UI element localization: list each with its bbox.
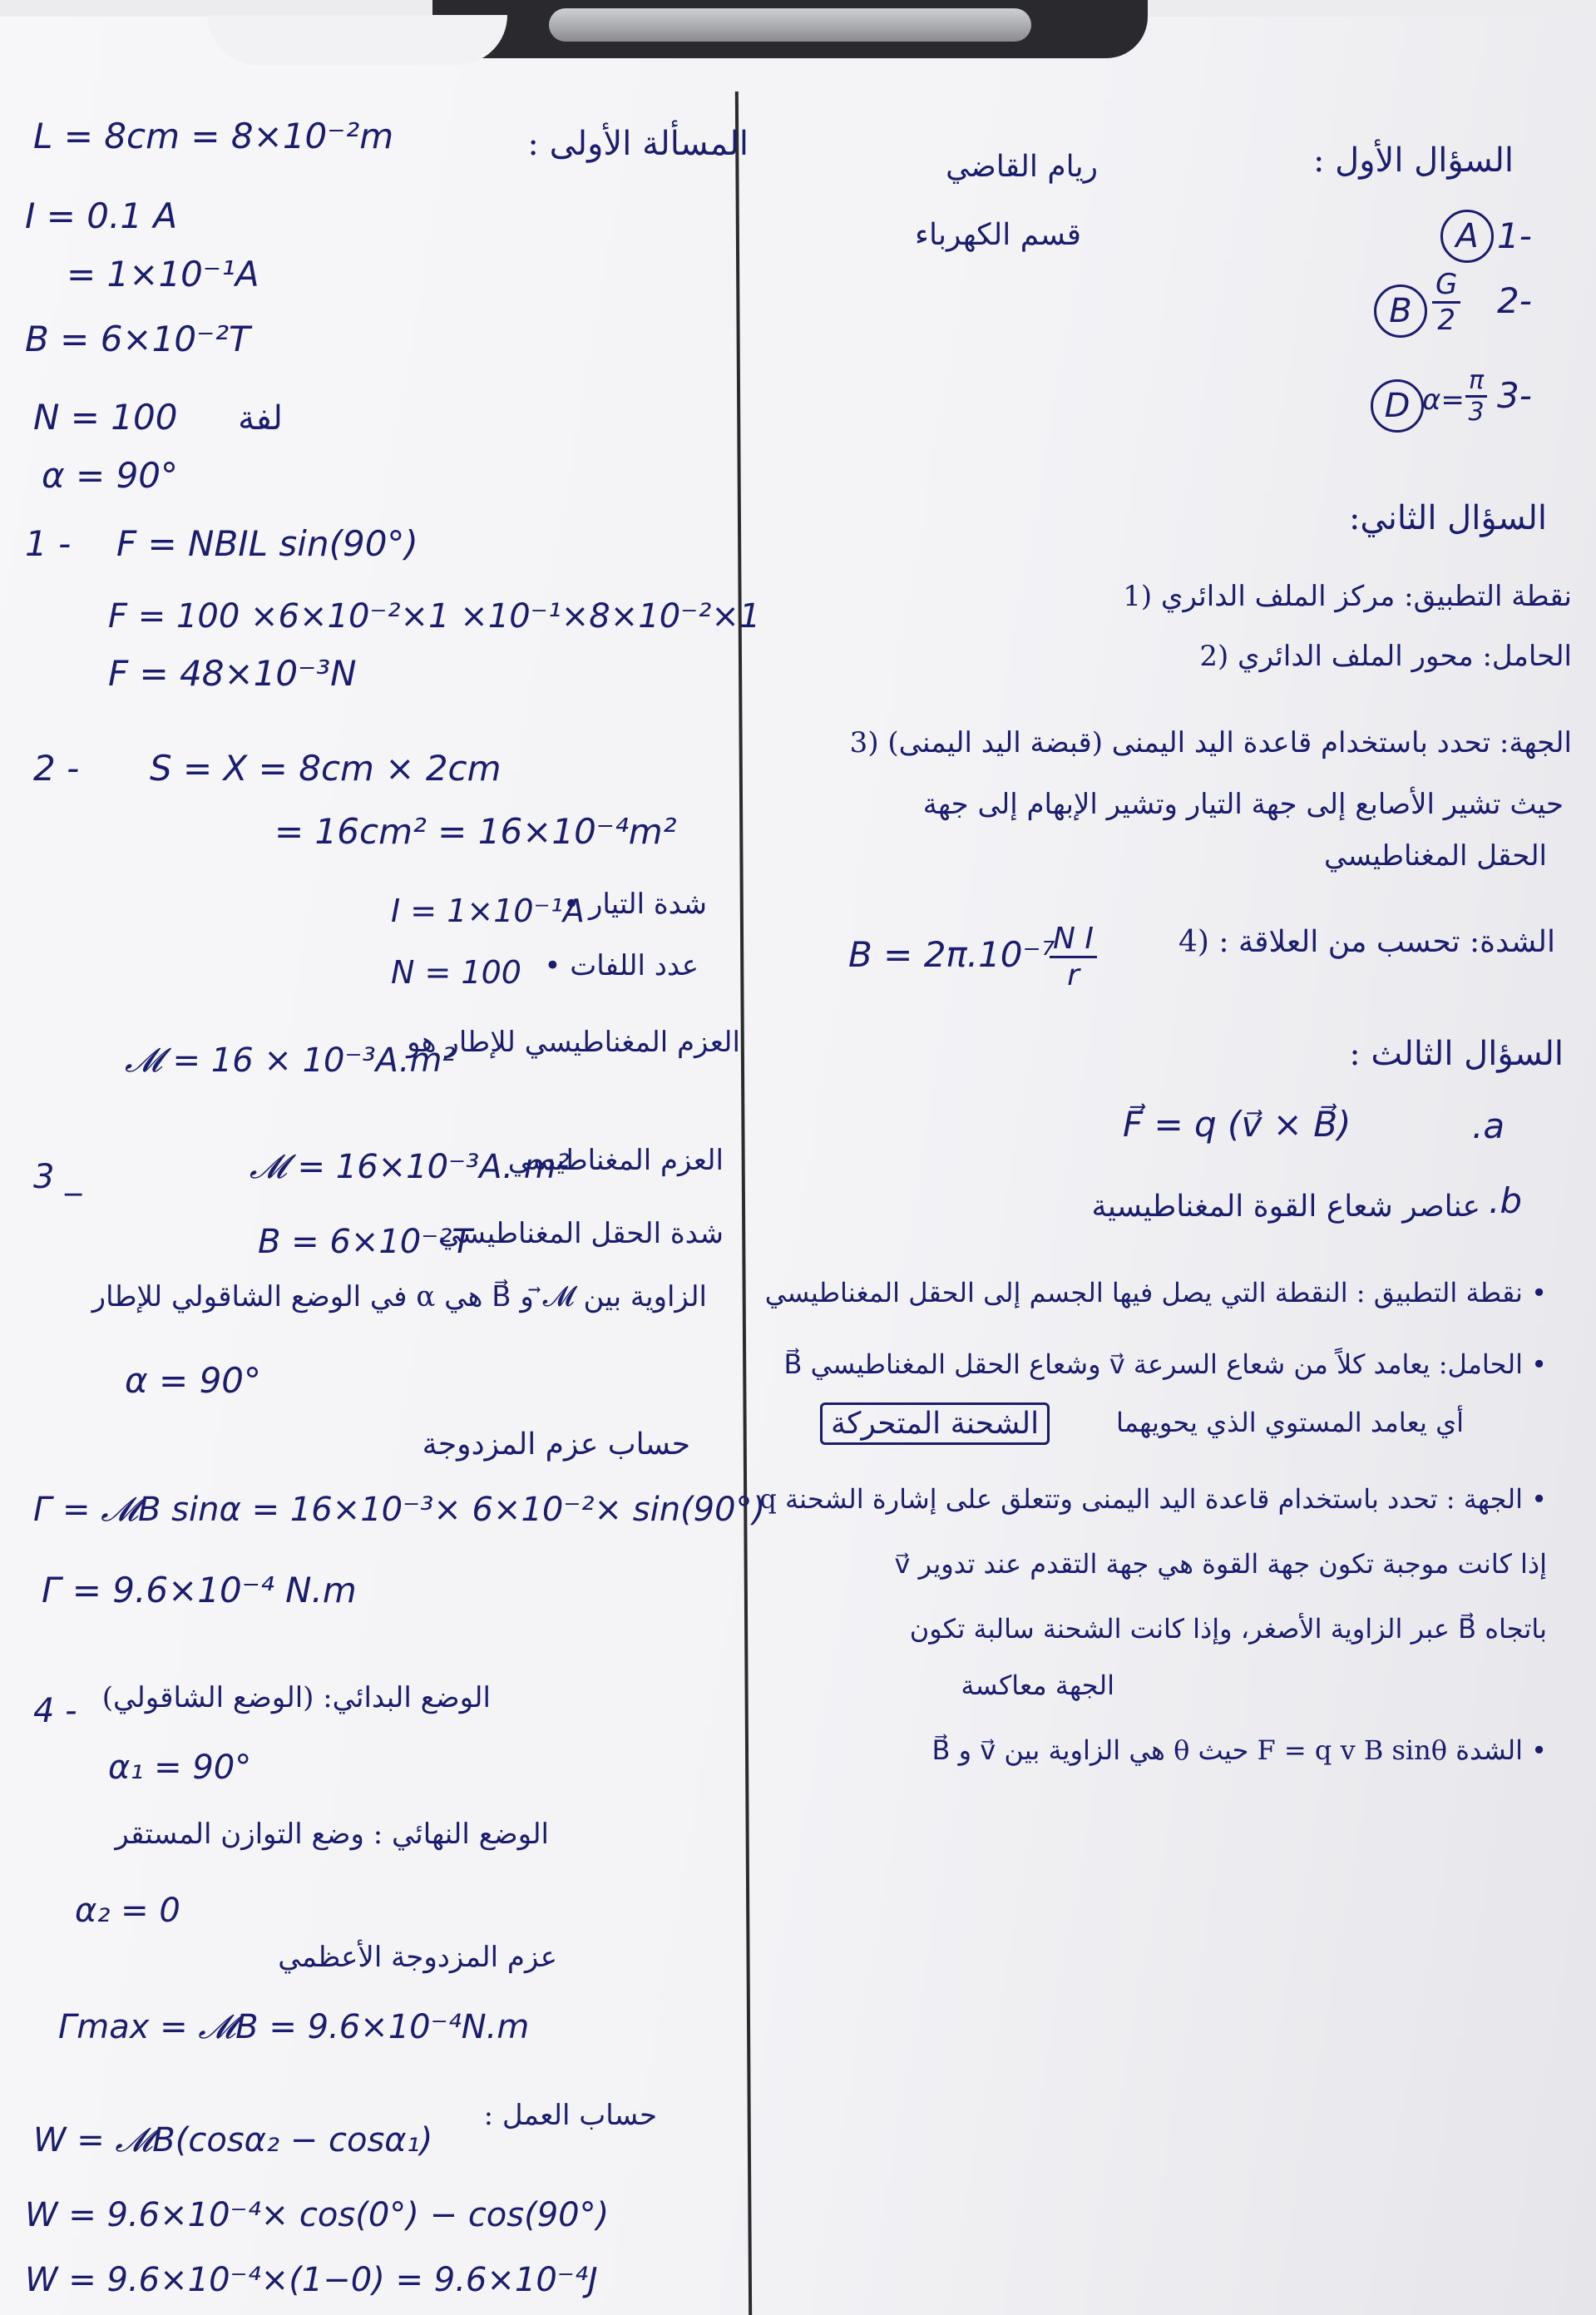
q1-answer-2-circle: B	[1374, 284, 1427, 338]
q3-b-text: عناصر شعاع القوة المغناطيسية	[1091, 1190, 1480, 1224]
part-2-label: 2 -	[33, 748, 80, 789]
q3-line-8: • الشدة F = q v B sinθ حيث θ هي الزاوية بين v⃗ و B⃗	[931, 1734, 1547, 1766]
part-2-line-2: = 16cm² = 16×10⁻⁴m²	[274, 811, 677, 852]
clipboard-clip	[432, 0, 1148, 58]
q1-item-2-number: 2-	[1497, 280, 1532, 321]
part-1-line-3: F = 48×10⁻³N	[108, 653, 357, 694]
fraction-denominator: 2	[1437, 304, 1455, 337]
department-name: قسم الكهرباء	[915, 218, 1081, 252]
part-1-label: 1 -	[25, 523, 72, 564]
given-field: B = 6×10⁻²T	[25, 319, 250, 359]
part-3-label: 3 _	[33, 1158, 82, 1196]
part-3-torque-result: Γ = 9.6×10⁻⁴ N.m	[42, 1570, 357, 1610]
part-3-torque-equation: Γ = 𝓜B sinα = 16×10⁻³× 6×10⁻²× sin(90°)	[33, 1491, 766, 1529]
q1-answer-3-circle: D	[1371, 379, 1424, 433]
q1-answer-1-circle: A	[1440, 210, 1494, 263]
part-4-work-line-3: W = 9.6×10⁻⁴×(1−0) = 9.6×10⁻⁴J	[25, 2261, 598, 2299]
q3-line-2: • الحامل: يعامد كلاً من شعاع السرعة v⃗ وشعاع الحقل المغناطيسي B⃗	[783, 1348, 1547, 1380]
part-3-moment-value: 𝓜 = 16×10⁻³A. m²	[250, 1148, 570, 1186]
part-4-work-line-1: W = 𝓜B(cosα₂ − cosα₁)	[33, 2121, 433, 2159]
part-3-field-label: شدة الحقل المغناطيسي	[438, 1217, 724, 1250]
part-4-max-torque-equation: Γmax = 𝓜B = 9.6×10⁻⁴N.m	[58, 2008, 530, 2046]
q3-a-label: .a	[1472, 1106, 1505, 1146]
given-turns: N = 100	[33, 397, 178, 438]
clip-cutout	[208, 15, 507, 65]
fraction-numerator: N I	[1050, 922, 1097, 958]
q2-line-6: الشدة: تحسب من العلاقة : (4	[1178, 925, 1555, 959]
given-length: L = 8cm = 8×10⁻²m	[33, 116, 394, 156]
part-3-moment-label: العزم المغناطيسي	[507, 1144, 724, 1177]
q3-line-7: الجهة معاكسة	[961, 1669, 1114, 1701]
q3-boxed-moving-charge: الشحنة المتحركة	[820, 1402, 1050, 1445]
paper-sheet	[0, 17, 1596, 2315]
part-4-work-title: حساب العمل :	[483, 2099, 657, 2132]
part-2-current-value: I = 1×10⁻¹A	[391, 893, 585, 929]
q1-answer-3-fraction	[1465, 366, 1487, 427]
q2-line-5: الحقل المغناطيسي	[1324, 839, 1547, 873]
part-2-line-1: S = X = 8cm × 2cm	[150, 748, 502, 789]
part-2-moment-label: العزم المغناطيسي للإطار هو	[407, 1026, 740, 1059]
q2-formula-fraction	[1050, 922, 1097, 992]
q3-a-formula: F⃗ = q (v⃗ × B⃗)	[1123, 1104, 1351, 1145]
part-3-angle-text: الزاوية بين 𝓜⃗ و B⃗ هي α في الوضع الشاقولي للإطار	[91, 1280, 707, 1313]
part-1-line-2: F = 100 ×6×10⁻²×1 ×10⁻¹×8×10⁻²×1	[108, 597, 761, 636]
fraction-denominator: r	[1067, 958, 1080, 992]
q2-line-2: الحامل: محور الملف الدائري (2	[1199, 640, 1572, 673]
question-3-title: السؤال الثالث :	[1349, 1035, 1564, 1073]
fraction-numerator: π	[1465, 366, 1487, 398]
part-4-max-torque-title: عزم المزدوجة الأعظمي	[278, 1941, 557, 1974]
given-current-sci: = 1×10⁻¹A	[67, 254, 259, 294]
given-current: I = 0.1 A	[25, 195, 178, 236]
q1-item-3-number: 3-	[1497, 375, 1532, 416]
q3-b-label: .b	[1489, 1180, 1523, 1221]
part-2-current-label: شدة التيار •	[563, 888, 707, 921]
q1-item-1-number: 1-	[1497, 215, 1532, 256]
part-4-alpha-2: α₂ = 0	[75, 1892, 180, 1930]
q2-line-3: الجهة: تحدد باستخدام قاعدة اليد اليمنى (قبضة اليد اليمنى) (3	[849, 726, 1572, 759]
part-2-turns-label: عدد اللفات •	[544, 949, 699, 982]
q3-line-3: أي يعامد المستوي الذي يحويهما	[1115, 1407, 1464, 1438]
part-4-alpha-1: α₁ = 90°	[108, 1749, 252, 1787]
part-3-alpha: α = 90°	[125, 1360, 262, 1401]
part-4-initial-position: الوضع البدائي: (الوضع الشاقولي)	[101, 1681, 491, 1714]
fraction-numerator: G	[1432, 268, 1460, 304]
q2-line-1: نقطة التطبيق: مركز الملف الدائري (1	[1123, 580, 1572, 613]
q2-line-4: حيث تشير الأصابع إلى جهة التيار وتشير الإبهام إلى جهة	[922, 788, 1564, 821]
part-3-field-value: B = 6×10⁻²T	[258, 1223, 472, 1261]
q1-answer-3-alpha: α=	[1422, 383, 1465, 417]
fraction-denominator: 3	[1468, 398, 1485, 427]
part-4-work-line-2: W = 9.6×10⁻⁴× cos(0°) − cos(90°)	[25, 2196, 610, 2234]
problem-1-title: المسألة الأولى :	[527, 125, 749, 163]
clip-bar	[549, 8, 1031, 42]
given-angle: α = 90°	[42, 455, 179, 496]
q3-line-1: • نقطة التطبيق : النقطة التي يصل فيها الجسم إلى الحقل المغناطيسي	[764, 1277, 1547, 1308]
part-2-turns-value: N = 100	[391, 954, 521, 991]
question-2-title: السؤال الثاني:	[1348, 499, 1547, 537]
part-4-label: 4 -	[33, 1692, 77, 1730]
q3-line-5: إذا كانت موجبة تكون جهة القوة هي جهة التقدم عند تدوير v⃗	[894, 1548, 1547, 1580]
q3-line-6: باتجاه B⃗ عبر الزاوية الأصغر، وإذا كانت الشحنة سالبة تكون	[909, 1613, 1547, 1645]
part-4-final-position: الوضع النهائي : وضع التوازن المستقر	[115, 1818, 549, 1851]
question-1-title: السؤال الأول :	[1312, 141, 1514, 180]
part-2-moment-value: 𝓜 = 16 × 10⁻³A.m²	[125, 1041, 456, 1080]
q2-formula-lhs: B = 2π.10⁻⁷	[848, 934, 1055, 975]
part-3-torque-title: حساب عزم المزدوجة	[422, 1427, 690, 1462]
q1-answer-2-fraction	[1432, 268, 1460, 337]
author-name: ريام القاضي	[946, 150, 1098, 184]
q3-line-4: • الجهة : تحدد باستخدام قاعدة اليد اليمنى وتتعلق على إشارة الشحنة q	[759, 1483, 1547, 1515]
given-turns-unit: لفة	[238, 399, 283, 438]
part-1-line-1: F = NBIL sin(90°)	[116, 523, 418, 564]
